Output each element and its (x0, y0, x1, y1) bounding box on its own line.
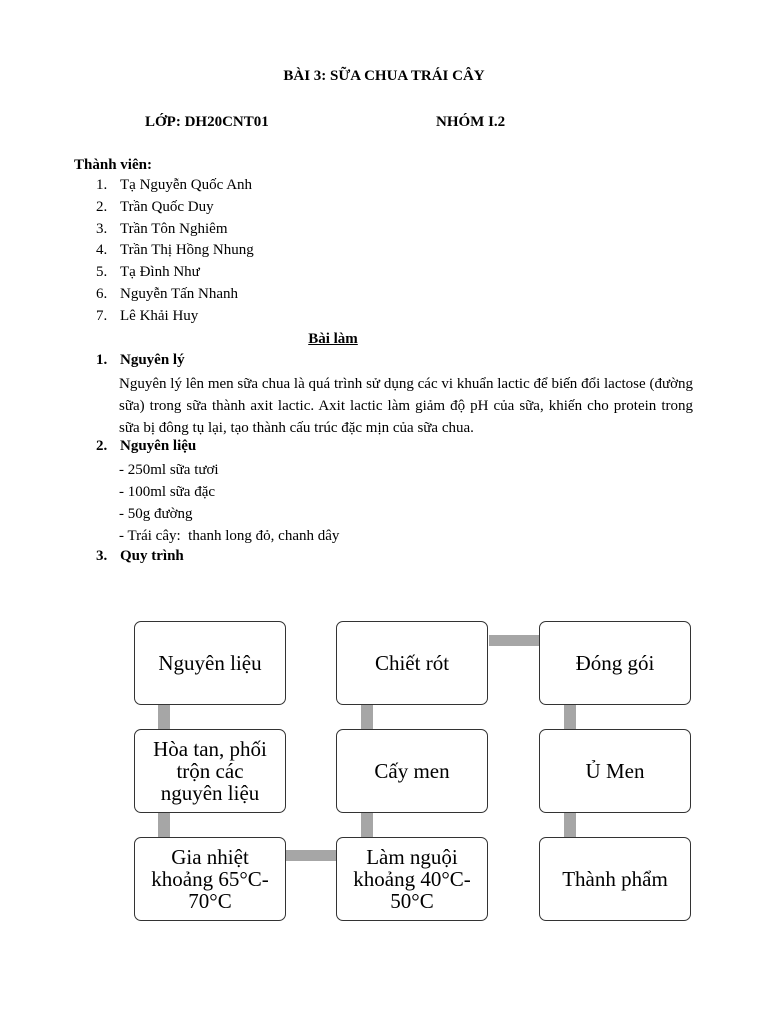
members-list (96, 175, 254, 328)
class-label: LỚP: DH20CNT01 (145, 114, 269, 130)
list-item: 2. Trần Quốc Duy (96, 198, 214, 215)
step-heat: Gia nhiệt khoảng 65°C-70°C (134, 837, 286, 921)
step-cool: Làm nguội khoảng 40°C-50°C (336, 837, 488, 921)
connector (564, 811, 576, 839)
list-item: 6. Nguyễn Tấn Nhanh (96, 285, 239, 302)
members-heading: Thành viên: (74, 157, 152, 173)
list-item: 4. Trần Thị Hồng Nhung (96, 242, 254, 259)
principle-heading: 1. Nguyên lý (96, 352, 185, 368)
work-heading: Bài làm (308, 331, 358, 347)
list-item: - 50g đường (119, 506, 193, 522)
connector (361, 703, 373, 731)
step-dissolve-mix: Hòa tan, phối trộn các nguyên liệu (134, 729, 286, 813)
step-raw-materials: Nguyên liệu (134, 621, 286, 705)
connector (489, 635, 541, 646)
ingredients-heading: 2. Nguyên liệu (96, 438, 197, 454)
list-item: - Trái cây: thanh long đỏ, chanh dây (119, 528, 340, 544)
connector (158, 811, 170, 839)
connector (286, 850, 338, 861)
step-package: Đóng gói (539, 621, 691, 705)
group-label: NHÓM I.2 (436, 114, 506, 130)
step-fill: Chiết rót (336, 621, 488, 705)
connector (158, 703, 170, 731)
connector (564, 703, 576, 731)
list-item: 3. Trần Tôn Nghiêm (96, 220, 228, 237)
list-item: 7. Lê Khải Huy (96, 307, 199, 324)
process-heading: 3. Quy trình (96, 548, 184, 564)
step-inoculate: Cấy men (336, 729, 488, 813)
list-item: - 250ml sữa tươi (119, 462, 219, 478)
step-incubate: Ủ Men (539, 729, 691, 813)
list-item: 5. Tạ Đình Như (96, 264, 200, 281)
principle-text: Nguyên lý lên men sữa chua là quá trình sử dụng các vi khuẩn lactic để biến đổi lactose (đường sữa) trong sữa thành axit lactic. Axit lactic làm giảm độ pH của sữa, khiến cho protein trong sữa bị đông tụ lại, tạo thành cấu trúc đặc mịn của sữa chua. (119, 376, 693, 436)
document-title: BÀI 3: SỮA CHUA TRÁI CÂY (283, 68, 485, 84)
list-item: - 100ml sữa đặc (119, 484, 216, 500)
ingredients-list (119, 459, 339, 547)
list-item: 1. Tạ Nguyễn Quốc Anh (96, 177, 253, 193)
connector (361, 811, 373, 839)
step-finished: Thành phẩm (539, 837, 691, 921)
